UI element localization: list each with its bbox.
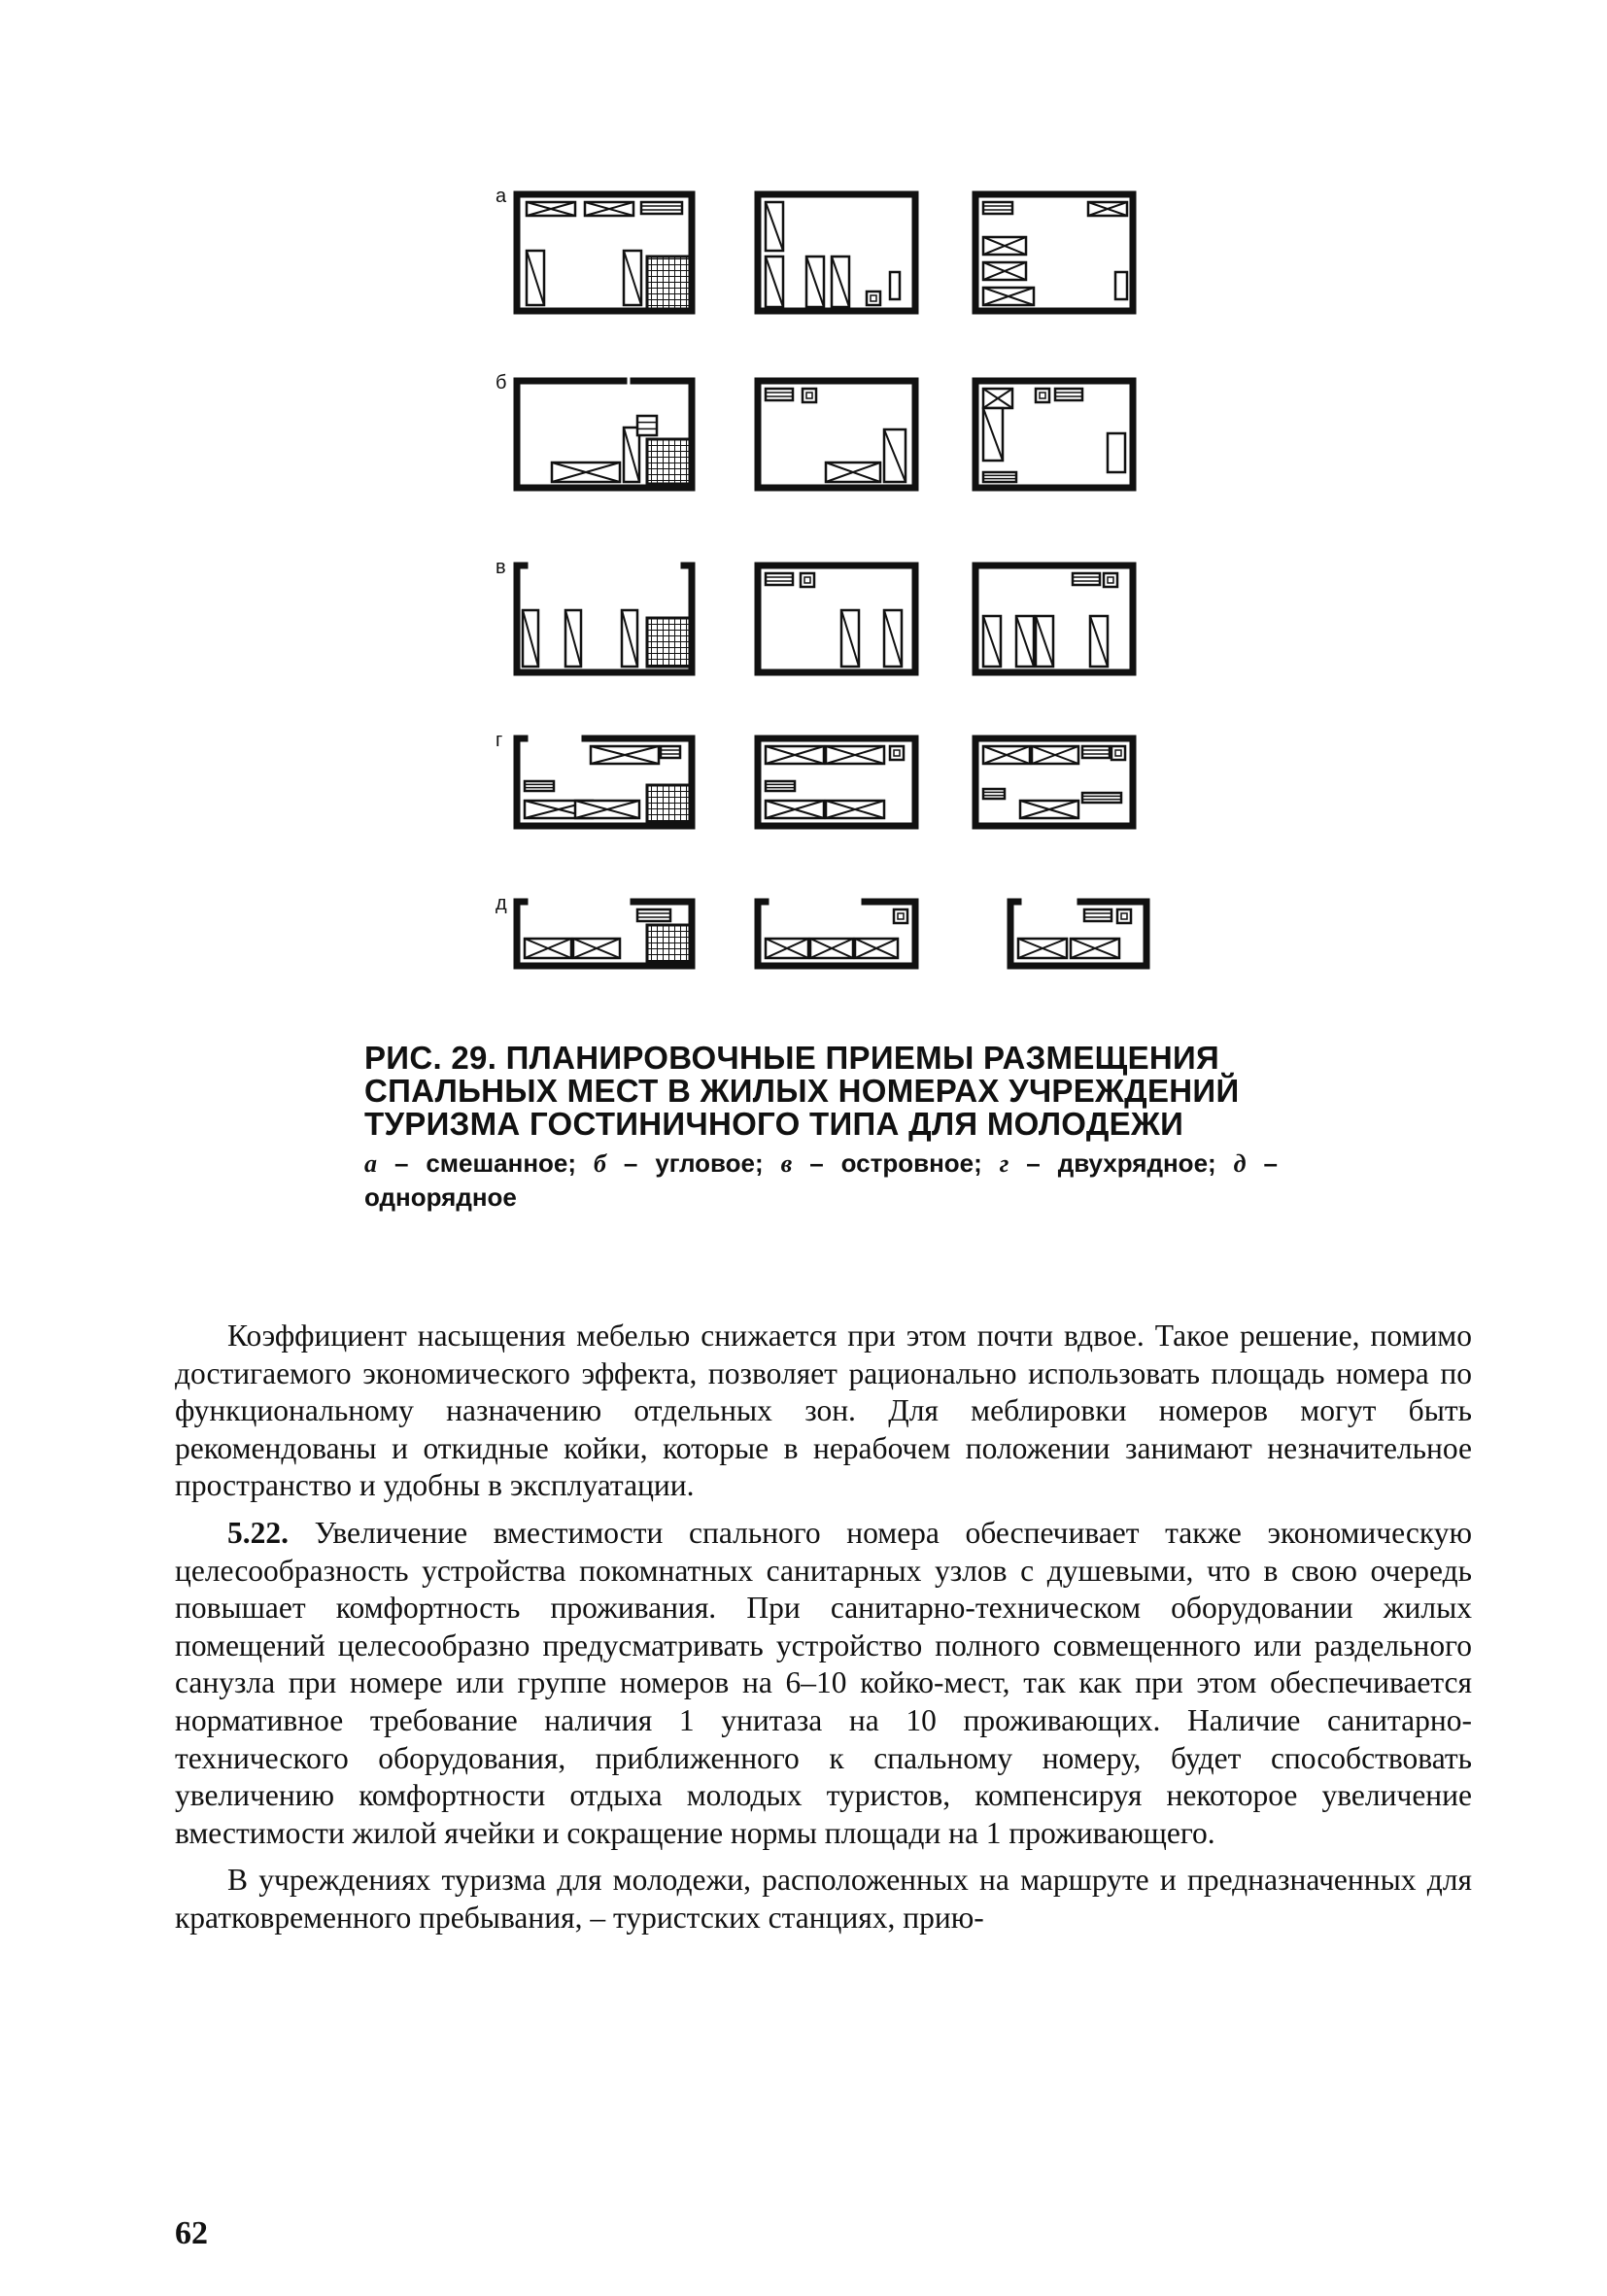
- legend-text-v: островное;: [840, 1148, 982, 1178]
- floor-plan-d3: [1010, 902, 1146, 966]
- page-number: 62: [175, 2215, 208, 2251]
- sink: [803, 389, 816, 402]
- floor-plan-g3: [975, 738, 1133, 826]
- paragraph-1: Коэффициент насыщения мебелью снижается при этом почти вдвое. Такое решение, помимо достигаемого экономического эффекта, позволяет рационально использовать площадь номера по функциональному назначению отдельных зон. Для меблировки номеров могут быть рекомендованы и откидные койки, которые в нерабочем положении занимают незначительное пространство и удобны в эксплуатации.: [175, 1319, 1472, 1503]
- floor-plan-b2: [758, 381, 915, 488]
- sink: [1111, 746, 1125, 760]
- wardrobe: [1084, 909, 1111, 921]
- legend-letter-g: г: [999, 1149, 1009, 1178]
- table: [890, 272, 900, 299]
- sink: [1104, 573, 1117, 587]
- legend-text-g: двухрядное;: [1057, 1148, 1216, 1178]
- sink: [867, 291, 880, 305]
- wardrobe: [766, 389, 793, 400]
- floor-plan-d1: [517, 902, 692, 966]
- floor-plan-v2: [758, 565, 915, 672]
- floor-plan-a1: [517, 194, 692, 311]
- wardrobe: [1055, 389, 1082, 400]
- wardrobe: [1082, 746, 1110, 758]
- wardrobe: [641, 202, 682, 214]
- wardrobe: [766, 781, 795, 791]
- body-text: [175, 1318, 1472, 1937]
- floor-plan-d2: [758, 902, 915, 966]
- row-label-a: а: [496, 186, 507, 207]
- floor-plan-v3: [975, 565, 1133, 672]
- legend-text-a: смешанное;: [426, 1148, 577, 1178]
- floor-plan-a2: [758, 194, 915, 311]
- wardrobe: [983, 789, 1005, 799]
- row-label-b: б: [496, 372, 507, 394]
- wardrobe: [637, 416, 657, 435]
- wardrobe: [525, 781, 554, 791]
- floor-plan-v1: [517, 565, 692, 672]
- legend-text-d: однорядное: [364, 1182, 517, 1212]
- sanitary-block: [647, 785, 690, 822]
- floor-plan-a3: [975, 194, 1133, 311]
- legend-letter-v: в: [780, 1149, 793, 1178]
- paragraph-5-22-text: Увеличение вместимости спального номера обеспечивает также экономическую целесообразность устройства покомнатных санитарных узлов с душевыми, что в свою очередь повышает комфортность проживания. При санитарно-техническом оборудовании жилых помещений целесообразно предусматривать устройство полного совмещенного или раздельного санузла при номере или группе номеров на 6–10 койко-мест, так как при этом обеспечивается нормативное требование наличия 1 унитаза на 10 проживающих. Наличие санитарно-технического оборудования, приближенного к спальному номеру, будет способствовать увеличению комфортности отдыха молодых туристов, компенсируя некоторое увеличение вместимости жилой ячейки и сокращение нормы площади на 1 проживающего.: [175, 1515, 1473, 1850]
- row-label-v: в: [496, 557, 506, 578]
- sanitary-block: [647, 925, 690, 962]
- table: [1115, 272, 1127, 299]
- paragraph-5-22: [175, 1515, 1472, 1852]
- floor-plan-b3: [975, 381, 1133, 488]
- sink: [1117, 909, 1131, 923]
- sanitary-block: [647, 257, 690, 309]
- legend-letter-b: б: [594, 1149, 606, 1178]
- wardrobe: [766, 573, 793, 585]
- paragraph-number: 5.22.: [227, 1515, 289, 1550]
- wardrobe: [983, 472, 1016, 482]
- legend-letter-a: а: [364, 1149, 377, 1178]
- sanitary-block: [647, 618, 690, 667]
- sink: [890, 746, 904, 760]
- sanitary-block: [647, 439, 690, 484]
- floor-plan-b1: [517, 381, 692, 488]
- sink: [894, 909, 907, 923]
- legend-letter-d: д: [1233, 1149, 1247, 1178]
- sink: [801, 573, 814, 587]
- legend-text-b: угловое;: [655, 1148, 764, 1178]
- row-label-d: д: [496, 893, 507, 914]
- row-label-g: г: [496, 730, 503, 751]
- floor-plan-g1: [517, 738, 692, 826]
- wardrobe: [1073, 573, 1100, 585]
- sink: [1036, 389, 1049, 402]
- paragraph-3: В учреждениях туризма для молодежи, расположенных на маршруте и предназначенных для кратковременного пребывания, – туристских станциях, прию-: [175, 1863, 1472, 1935]
- wardrobe: [1082, 793, 1121, 803]
- wardrobe: [661, 746, 680, 758]
- wardrobe: [983, 202, 1012, 214]
- figure-caption-legend: а – смешанное; б – угловое; в – островное; г – двухрядное; д – однорядное: [364, 1148, 1278, 1212]
- figure-29-floor-plans: [0, 0, 1607, 1020]
- wardrobe: [637, 909, 670, 921]
- table: [1108, 433, 1125, 472]
- figure-caption-title: РИС. 29. ПЛАНИРОВОЧНЫЕ ПРИЕМЫ РАЗМЕЩЕНИЯ СПАЛЬНЫХ МЕСТ В ЖИЛЫХ НОМЕРАХ УЧРЕЖДЕНИЙ ТУРИЗМА ГОСТИНИЧНОГО ТИПА ДЛЯ МОЛОДЕЖИ: [364, 1040, 1240, 1142]
- floor-plan-g2: [758, 738, 915, 826]
